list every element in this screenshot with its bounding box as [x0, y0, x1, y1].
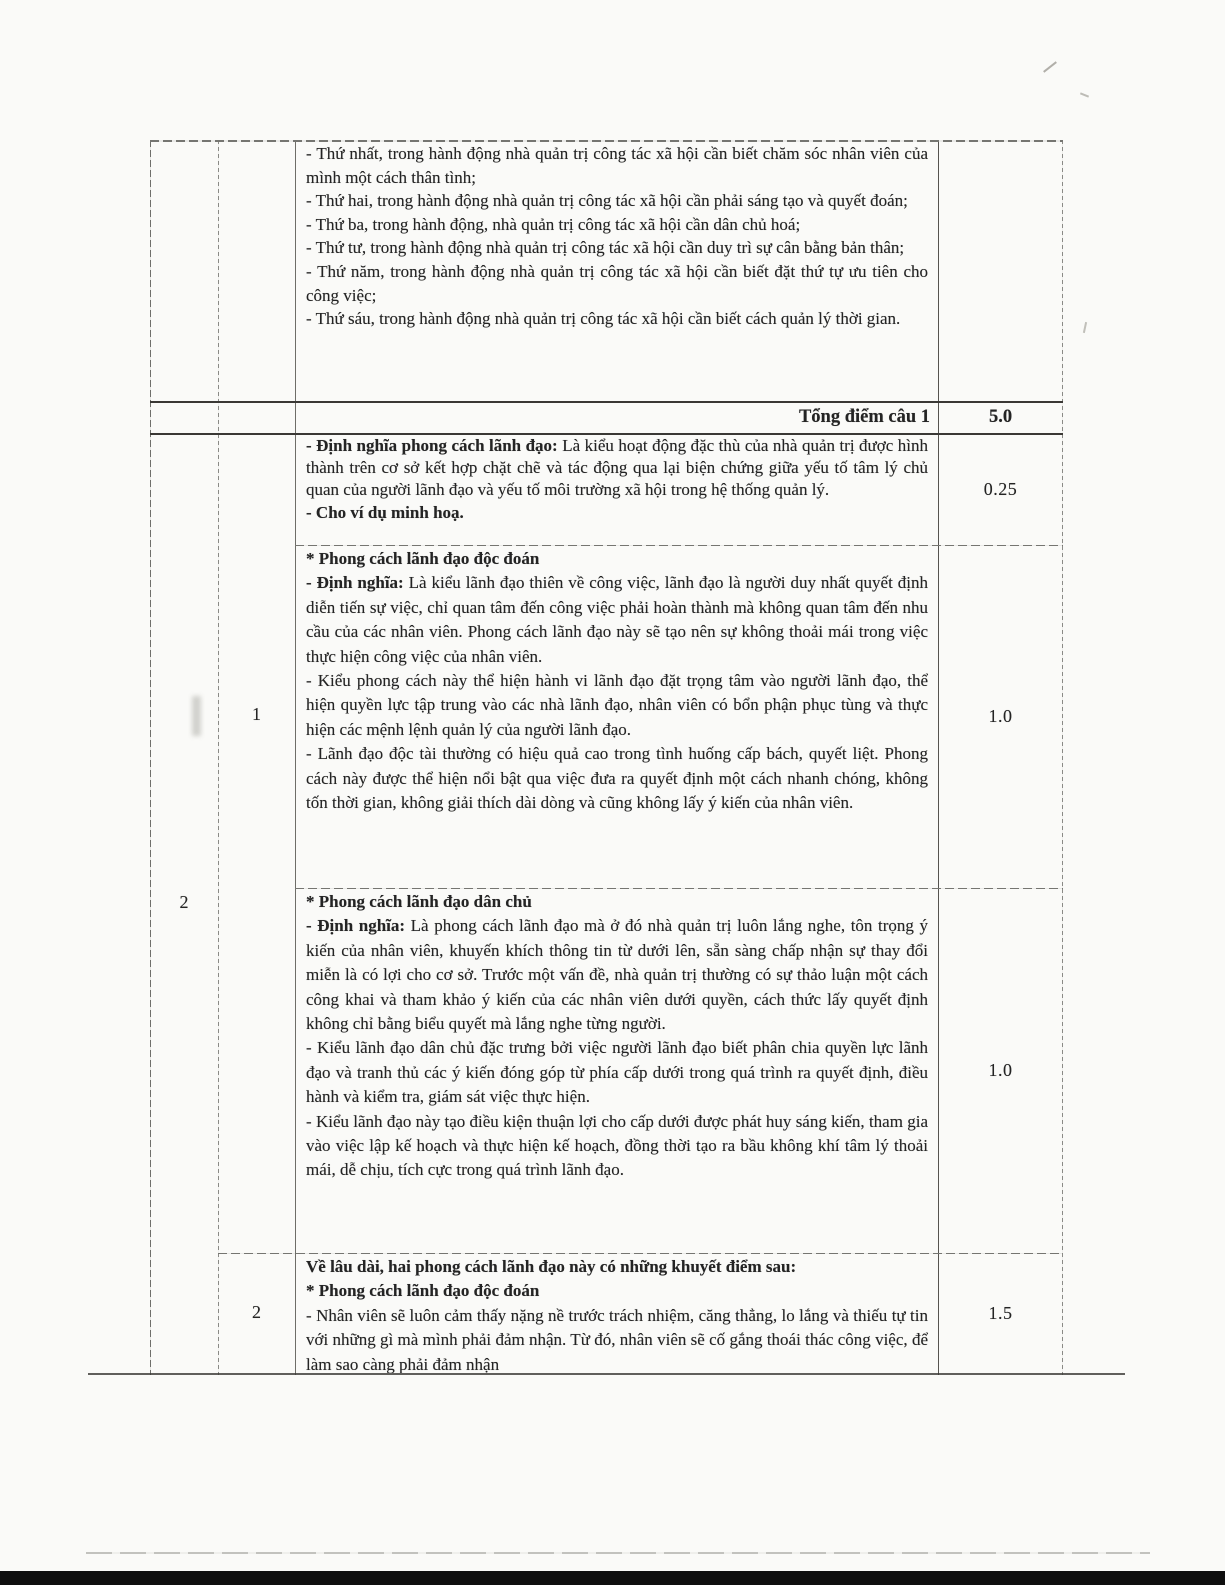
points-cell: 1.0 [988, 706, 1013, 726]
answer-paragraph [306, 1304, 928, 1373]
answer-paragraph [306, 547, 928, 571]
answer-content-cell [296, 1253, 938, 1373]
paragraph-text: - Kiểu phong cách này thể hiện hành vi lãnh đạo đặt trọng tâm vào người lãnh đạo, thể hiện quyền lực tập trung vào các nhà lãnh đạo, nhân viên có bổn phận phục tùng và thực hiện các mệnh lệnh quản lý của người lãnh đạo. [306, 671, 928, 739]
answer-content-cell [296, 140, 938, 401]
answer-paragraph [306, 742, 928, 815]
paragraph-lead: - Định nghĩa: [306, 916, 406, 936]
answer-paragraph [306, 1279, 928, 1303]
answer-paragraph: - Thứ năm, trong hành động nhà quản trị công tác xã hội cần biết đặt thứ tự ưu tiên cho công việc; [306, 261, 928, 305]
paragraph-lead: * Phong cách lãnh đạo độc đoán [306, 1281, 540, 1301]
points-cell: 1.0 [988, 1060, 1013, 1080]
grading-table [150, 140, 1063, 1375]
paragraph-lead: * Phong cách lãnh đạo dân chủ [306, 892, 532, 911]
paragraph-text: - Kiểu lãnh đạo này tạo điều kiện thuận lợi cho cấp dưới được phát huy sáng kiến, tham gia vào việc lập kế hoạch và thực hiện kế hoạch, đồng thời tạo ra bầu không khí tâm lý thoải mái, dễ chịu, tích cực trong quá trình lãnh đạo. [306, 1111, 928, 1180]
answer-content-cell [296, 433, 938, 545]
total-row-points: 5.0 [988, 407, 1013, 427]
answer-paragraph: - Thứ sáu, trong hành động nhà quản trị công tác xã hội cần biết cách quản lý thời gian. [306, 309, 901, 329]
paragraph-text: Là kiểu hoạt động đặc thù của nhà quản trị được hình thành trên cơ sở kết hợp chặt chẽ và tác động qua lại biện chứng giữa yếu tố tâm lý chủ quan của người lãnh đạo và yếu tố môi trường xã hội trong hệ thống quản lý. [306, 436, 928, 500]
answer-paragraph [306, 435, 928, 502]
paragraph-lead: - Định nghĩa: [306, 573, 404, 593]
answer-paragraph: - Thứ ba, trong hành động, nhà quản trị công tác xã hội cần dân chủ hoá; [306, 214, 801, 234]
answer-paragraph [306, 1110, 928, 1183]
pencil-mark [1083, 322, 1087, 333]
paragraph-lead: * Phong cách lãnh đạo độc đoán [306, 549, 540, 568]
table-border-bottom [88, 1373, 1125, 1375]
table-border-col1 [218, 140, 219, 1375]
pencil-mark [1043, 61, 1057, 72]
paragraph-text: Là phong cách lãnh đạo mà ở đó nhà quản trị luôn lắng nghe, tôn trọng ý kiến của nhân viên, khuyến khích thông tin từ dưới lên, sẵn sàng chấp nhận sự thay đổi miễn là có lợi cho cơ sở. Trước một vấn đề, nhà quản trị thường có sự thảo luận một cách công khai và tham khảo ý kiến của các nhân viên dưới quyền, cách thức lấy quyết định không chỉ bằng biểu quyết mà lắng nghe từng người. [306, 916, 929, 1034]
paragraph-lead: - Định nghĩa phong cách lãnh đạo: [306, 436, 558, 455]
sub-question-number-2: 2 [252, 1302, 261, 1322]
answer-paragraph [306, 571, 928, 669]
paragraph-text: - Kiểu lãnh đạo dân chủ đặc trưng bởi việc người lãnh đạo biết phân chia quyền lực lãnh đạo và tranh thủ các ý kiến đóng góp từ phía cấp dưới trong quá trình ra quyết định, điều hành và kiểm tra, giám sát việc thực hiện. [306, 1038, 928, 1107]
paragraph-text: - Lãnh đạo độc tài thường có hiệu quả cao trong tình huống cấp bách, quyết liệt. Phong cách này được thể hiện nổi bật qua việc đưa ra quyết định một cách nhanh chóng, không tốn thời gian, không giải thích dài dòng và cũng không lấy ý kiến của nhân viên. [306, 744, 928, 813]
table-border-left [150, 140, 151, 1375]
total-row-label: Tổng điểm câu 1 [798, 407, 930, 427]
answer-paragraph [306, 890, 928, 914]
answer-paragraph: - Thứ nhất, trong hành động nhà quản trị công tác xã hội cần biết chăm sóc nhân viên của mình một cách thân tình; [306, 144, 928, 187]
answer-paragraph [306, 502, 928, 524]
answer-paragraph: - Thứ hai, trong hành động nhà quản trị công tác xã hội cần phải sáng tạo và quyết đoán; [306, 191, 908, 211]
paragraph-lead: - Cho ví dụ minh hoạ. [306, 502, 464, 522]
answer-paragraph [306, 669, 928, 742]
scan-artifact-line [86, 1552, 1150, 1554]
sub-question-number-1: 1 [252, 704, 261, 724]
paragraph-lead: Về lâu dài, hai phong cách lãnh đạo này có những khuyết điểm sau: [306, 1257, 797, 1276]
pencil-mark [1080, 92, 1089, 97]
paragraph-text: - Nhân viên sẽ luôn cảm thấy nặng nề trước trách nhiệm, căng thẳng, lo lắng và thiếu tự tin với những gì mà mình phải đảm nhận. Từ đó, nhân viên sẽ cố gắng thoái thác công việc, để làm sao càng phải đảm nhận [306, 1305, 928, 1373]
points-cell: 1.5 [988, 1302, 1013, 1323]
question-number: 2 [179, 892, 189, 912]
answer-paragraph: - Thứ tư, trong hành động nhà quản trị công tác xã hội cần duy trì sự cân bằng bản thân; [306, 238, 905, 258]
answer-content-cell [296, 888, 938, 1253]
points-cell: 0.25 [983, 478, 1018, 499]
answer-content-cell [296, 545, 938, 888]
answer-paragraph [306, 914, 928, 1036]
answer-paragraph [306, 1255, 928, 1279]
paragraph-text: Là kiểu lãnh đạo thiên về công việc, lãnh đạo là người duy nhất quyết định diễn tiến sự việc, chỉ quan tâm đến công việc phải hoàn thành mà không quan tâm đến nhu cầu của các nhân viên. Phong cách lãnh đạo này sẽ tạo nên sự không thoải mái trong việc thực hiện công việc của nhân viên. [306, 573, 928, 666]
answer-paragraph [306, 1036, 928, 1109]
scan-smudge [192, 696, 201, 736]
scan-edge-bar [0, 1571, 1225, 1585]
